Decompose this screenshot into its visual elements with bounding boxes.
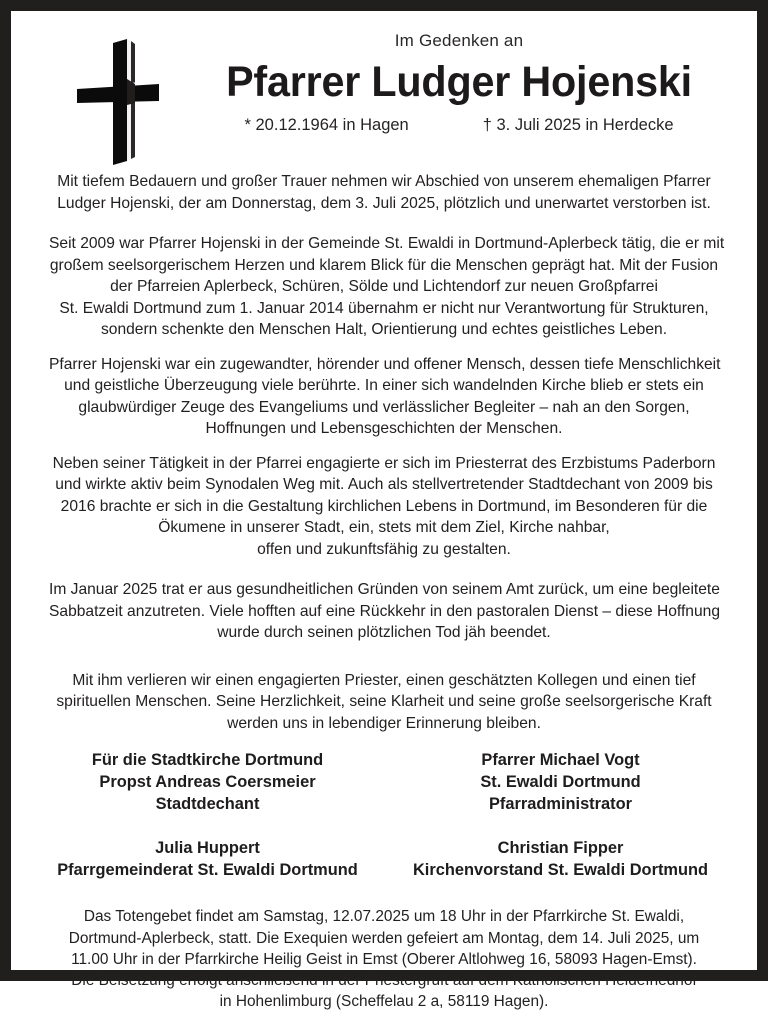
paragraph-4 <box>49 453 719 561</box>
paragraph-line: sondern schenkte den Menschen Halt, Orientierung und echtes geistliches Leben. <box>100 321 668 339</box>
service-line: Die Beisetzung erfolgt anschließend in der Priestergruft auf dem Katholischen Heidefriedhof <box>71 972 697 990</box>
paragraph-line: und geistliche Überzeugung viele berührte. In einer sich wandelnden Kirche blieb er stets ein <box>64 377 704 395</box>
signatories-row-1 <box>31 750 737 816</box>
signatory-line: Pfarradministrator <box>488 795 632 814</box>
service-line: Dortmund-Aplerbeck, statt. Die Exequien werden gefeiert am Montag, dem 14. Juli 2025, um <box>68 929 700 947</box>
signatory-line: St. Ewaldi Dortmund <box>480 773 641 792</box>
signatory-line: Kirchenvorstand St. Ewaldi Dortmund <box>412 861 709 880</box>
death-date: † 3. Juli 2025 in Herdecke <box>482 115 674 134</box>
paragraph-line: Seit 2009 war Pfarrer Hojenski in der Gemeinde St. Ewaldi in Dortmund-Aplerbeck tätig, die er mit <box>49 235 725 253</box>
paragraph-line: glaubwürdiger Zeuge des Evangeliums und verlässlicher Begleiter – nah an den Sorgen, <box>78 398 690 416</box>
signatory-line: Pfarrgemeinderat St. Ewaldi Dortmund <box>57 861 358 880</box>
paragraph-6 <box>49 670 719 735</box>
signatory-line: Christian Fipper <box>497 839 624 858</box>
birth-date: * 20.12.1964 in Hagen <box>244 115 409 134</box>
header-text-block <box>181 31 737 135</box>
christian-cross-icon <box>63 39 173 165</box>
paragraph-1 <box>49 171 719 214</box>
paragraph-line: Im Januar 2025 trat er aus gesundheitlichen Gründen von seinem Amt zurück, um eine begleitete <box>49 581 720 599</box>
deceased-name: Pfarrer Ludger Hojenski <box>226 58 692 107</box>
paragraph-line: der Pfarreien Aplerbeck, Schüren, Sölde und Lichtendorf zur neuen Großpfarrei <box>110 278 658 296</box>
paragraph-line: Mit tiefem Bedauern und großer Trauer nehmen wir Abschied von unserem ehemaligen Pfarrer <box>57 173 711 190</box>
paragraph-line: Mit ihm verlieren wir einen engagierten Priester, einen geschätzten Kollegen und einen tief <box>72 671 696 689</box>
paragraph-line: Neben seiner Tätigkeit in der Pfarrei engagierte er sich im Priesterrat des Erzbistums Paderborn <box>52 454 716 472</box>
signatory-block-pfarradministrator <box>384 750 737 816</box>
paragraph-5 <box>49 579 719 644</box>
signatory-line: Stadtdechant <box>155 795 260 814</box>
spacer <box>49 657 719 670</box>
life-dates <box>181 116 737 136</box>
paragraph-line: St. Ewaldi Dortmund zum 1. Januar 2014 übernahm er nicht nur Verantwortung für Strukturen, <box>59 299 709 317</box>
service-line: Das Totengebet findet am Samstag, 12.07.2025 um 18 Uhr in der Pfarrkirche St. Ewaldi, <box>83 908 685 926</box>
service-line: in Hohenlimburg (Scheffelau 2 a, 58119 Hagen). <box>219 993 549 1011</box>
paragraph-line: 2016 brachte er sich in die Gestaltung kirchlichen Lebens in Dortmund, im Besonderen für die <box>60 497 708 515</box>
signatory-block-pfarrgemeinderat <box>31 838 384 882</box>
service-information <box>31 906 737 1012</box>
service-line: 11.00 Uhr in der Pfarrkirche Heilig Geist in Emst (Oberer Altlohweg 16, 58093 Hagen-Emst). <box>71 950 697 968</box>
notice-header <box>31 21 737 171</box>
paragraph-line: werden uns in lebendiger Erinnerung bleiben. <box>227 714 541 732</box>
signatory-block-kirchenvorstand <box>384 838 737 882</box>
paragraph-line: spirituellen Menschen. Seine Herzlichkeit, seine Klarheit und seine große seelsorgerische Kraft <box>56 693 712 711</box>
signatory-block-stadtkirche <box>31 750 384 816</box>
paragraph-line: Ludger Hojenski, der am Donnerstag, dem 3. Juli 2025, plötzlich und unerwartet verstorben ist. <box>57 194 711 212</box>
paragraph-2 <box>49 233 725 341</box>
paragraph-line: Sabbatzeit anzutreten. Viele hofften auf eine Rückkehr in den pastoralen Dienst – diese Hoffnung <box>49 602 720 620</box>
notice-inner <box>11 11 757 1011</box>
paragraph-line: Ökumene in unserer Stadt, ein, stets mit dem Ziel, Kirche nahbar, <box>158 519 610 537</box>
signatories-row-2 <box>31 838 737 882</box>
paragraph-line: wurde durch seinen plötzlichen Tod jäh beendet. <box>217 624 551 642</box>
signatory-line: Propst Andreas Coersmeier <box>99 773 316 792</box>
paragraph-line: offen und zukunftsfähig zu gestalten. <box>257 540 511 558</box>
paragraph-line: und wirkte aktiv beim Synodalen Weg mit. Auch als stellvertretender Stadtdechant von 2009 bis <box>55 476 713 494</box>
paragraph-line: Pfarrer Hojenski war ein zugewandter, hörender und offener Mensch, dessen tiefe Menschlichkeit <box>49 355 721 373</box>
signatory-line: Für die Stadtkirche Dortmund <box>91 751 324 770</box>
obituary-body <box>31 171 737 734</box>
paragraph-line: großem seelsorgerischem Herzen und klarem Blick für die Menschen geprägt hat. Mit der Fusion <box>49 256 719 274</box>
signatory-line: Julia Huppert <box>155 839 260 858</box>
memoriam-label: Im Gedenken an <box>394 31 524 50</box>
paragraph-line: Hoffnungen und Lebensgeschichten der Menschen. <box>205 420 563 438</box>
signatory-line: Pfarrer Michael Vogt <box>481 751 640 770</box>
paragraph-3 <box>49 354 719 440</box>
